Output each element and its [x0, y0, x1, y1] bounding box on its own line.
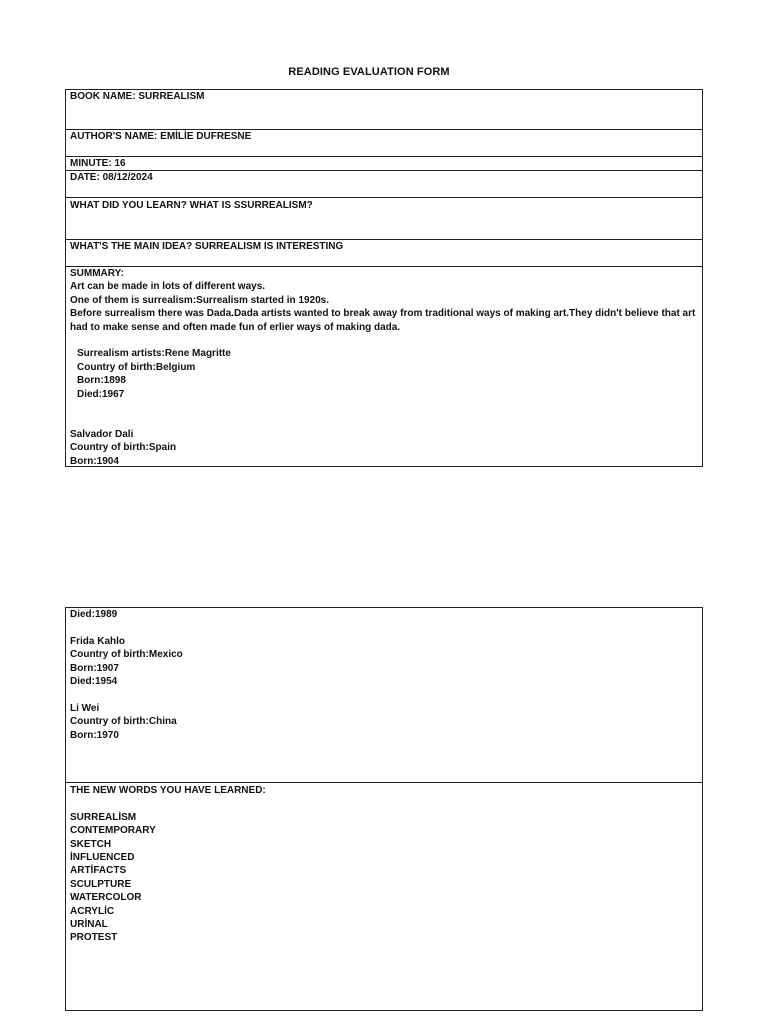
artist-line: Born:1898	[77, 375, 126, 387]
new-words-heading: THE NEW WORDS YOU HAVE LEARNED:	[70, 785, 266, 796]
artist-line: Died:1954	[70, 676, 118, 688]
blank-line	[70, 401, 698, 414]
new-words-row	[66, 783, 702, 1010]
author-name-field: AUTHOR'S NAME: EMİLİE DUFRESNE	[70, 131, 252, 142]
learned-row	[66, 198, 702, 240]
blank-line	[70, 621, 698, 634]
blank-line	[70, 334, 698, 347]
new-word: CONTEMPORARY	[70, 825, 156, 837]
artist-line: Died:1967	[77, 388, 125, 400]
minute-row	[66, 157, 702, 171]
new-word: ACRYLİC	[70, 905, 115, 917]
blank-line	[70, 688, 698, 701]
artist-line: Country of birth:Mexico	[70, 649, 183, 661]
artist-line: Li Wei	[70, 702, 100, 714]
artist-line: Born:1904	[70, 455, 119, 466]
artist-line: Died:1989	[70, 609, 118, 620]
artist-line: Surrealism artists:Rene Magritte	[77, 348, 231, 360]
artist-line: Born:1907	[70, 662, 119, 674]
author-name-row	[66, 130, 702, 157]
minute-field: MINUTE: 16	[70, 158, 126, 169]
artist-line: Born:1970	[70, 729, 119, 741]
summary-continued-row	[66, 608, 702, 783]
summary-line: Art can be made in lots of different ways.	[70, 281, 266, 293]
artist-line: Salvador Dali	[70, 428, 134, 440]
book-name-field: BOOK NAME: SURREALISM	[70, 91, 205, 102]
evaluation-table-top	[65, 89, 703, 467]
summary-row	[66, 267, 702, 466]
new-word: PROTEST	[70, 932, 118, 944]
form-title: READING EVALUATION FORM	[288, 66, 450, 78]
new-word: ARTİFACTS	[70, 865, 127, 877]
artist-line: Country of birth:China	[70, 716, 177, 728]
artist-line: Frida Kahlo	[70, 635, 126, 647]
new-word: WATERCOLOR	[70, 892, 142, 904]
new-word: SKETCH	[70, 838, 112, 850]
date-field: DATE: 08/12/2024	[70, 172, 153, 183]
new-word: SCULPTURE	[70, 878, 132, 890]
summary-line: One of them is surrealism:Surrealism started in 1920s.	[70, 294, 329, 306]
learned-field: WHAT DID YOU LEARN? WHAT IS SSURREALISM?	[70, 200, 313, 211]
blank-line	[70, 797, 698, 810]
artist-line: Country of birth:Spain	[70, 442, 177, 454]
new-word: SURREALİSM	[70, 811, 137, 823]
main-idea-field: WHAT'S THE MAIN IDEA? SURREALISM IS INTERESTING	[70, 241, 344, 252]
artist-line: Country of birth:Belgium	[77, 361, 196, 373]
summary-heading: SUMMARY:	[70, 268, 124, 279]
book-name-row	[66, 90, 702, 130]
summary-line: Before surrealism there was Dada.Dada artists wanted to break away from traditional ways of making art.They didn't believe that art had to make sense and often made fun of erlier ways of making dada.	[70, 308, 696, 333]
evaluation-table-bottom	[65, 607, 703, 1011]
blank-line	[70, 414, 698, 427]
date-row	[66, 171, 702, 198]
main-idea-row	[66, 240, 702, 267]
new-word: İNFLUENCED	[70, 852, 135, 864]
new-word: URİNAL	[70, 919, 108, 931]
